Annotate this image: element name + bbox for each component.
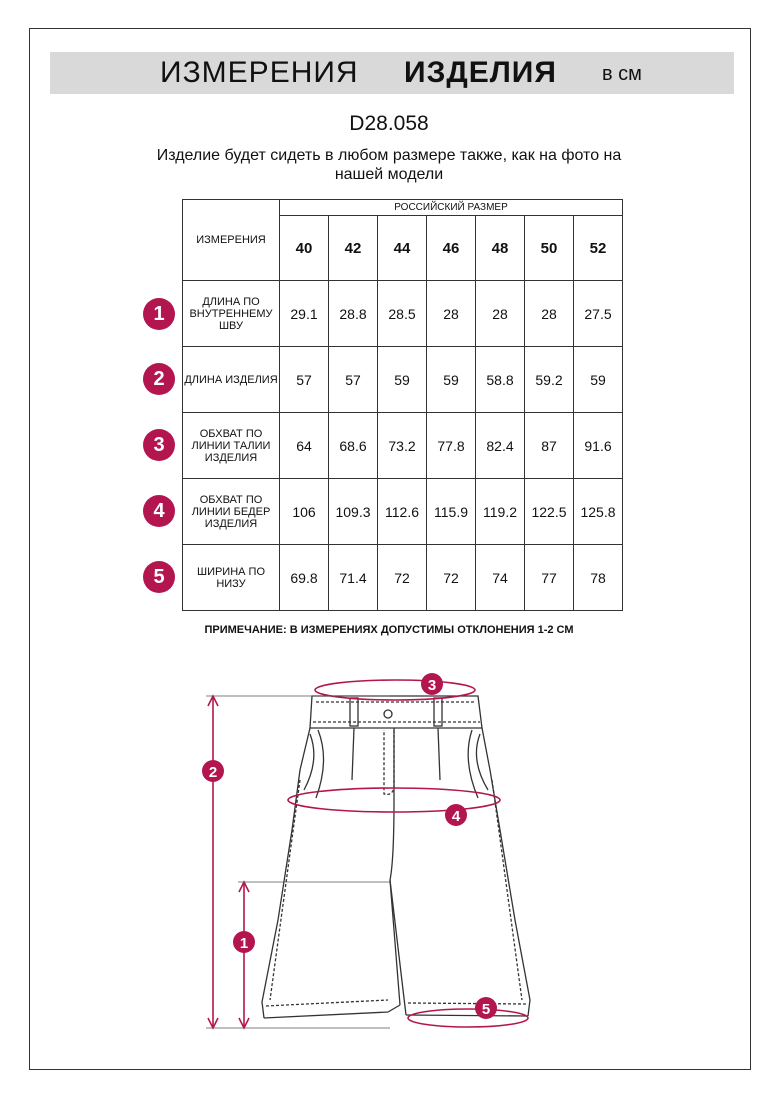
- table-cell: 59: [427, 347, 476, 413]
- row-label-line: ШИРИНА ПО: [196, 565, 266, 578]
- table-cell: 77: [525, 545, 574, 611]
- size-header: 46: [427, 216, 476, 281]
- marker-5: [475, 997, 497, 1019]
- row-label-line: ЛИНИИ БЕДЕР: [191, 505, 271, 518]
- table-cell: 59: [574, 347, 623, 413]
- table-cell: 58.8: [476, 347, 525, 413]
- table-cell: 72: [378, 545, 427, 611]
- table-cell: 91.6: [574, 413, 623, 479]
- size-header: 52: [574, 216, 623, 281]
- row-label-line: ШВУ: [218, 319, 244, 332]
- table-cell: 78: [574, 545, 623, 611]
- table-cell: 106: [280, 479, 329, 545]
- table-cell: 28: [427, 281, 476, 347]
- size-header: 48: [476, 216, 525, 281]
- measurement-table: [182, 199, 623, 611]
- title-banner: [50, 52, 734, 94]
- table-cell: 109.3: [329, 479, 378, 545]
- row-label-line: ОБХВАТ ПО: [199, 493, 263, 506]
- row-label: [183, 479, 280, 545]
- row-label: [183, 545, 280, 611]
- title-measurements: ИЗМЕРЕНИЯ: [160, 56, 359, 89]
- fit-note: [0, 146, 778, 184]
- shorts-outline: [262, 696, 530, 1018]
- row-label: [183, 347, 280, 413]
- row-label: [183, 413, 280, 479]
- marker-1: [233, 931, 255, 953]
- row-number-badge: 2: [143, 363, 175, 395]
- table-cell: 27.5: [574, 281, 623, 347]
- marker-label: 3: [427, 677, 437, 694]
- extension-lines: [206, 696, 390, 1028]
- row-number-badge: 4: [143, 495, 175, 527]
- table-cell: 71.4: [329, 545, 378, 611]
- table-cell: 28: [525, 281, 574, 347]
- table-cell: 28.8: [329, 281, 378, 347]
- table-cell: 125.8: [574, 479, 623, 545]
- row-number-badge: 3: [143, 429, 175, 461]
- size-header: 50: [525, 216, 574, 281]
- row-number-badge: 1: [143, 298, 175, 330]
- table-cell: 69.8: [280, 545, 329, 611]
- size-header: 42: [329, 216, 378, 281]
- row-label: [183, 281, 280, 347]
- measurements-header: ИЗМЕРЕНИЯ: [183, 200, 280, 281]
- table-cell: 87: [525, 413, 574, 479]
- marker-4: [445, 804, 467, 826]
- marker-label: 4: [451, 808, 461, 825]
- table-cell: 112.6: [378, 479, 427, 545]
- table-row: [183, 281, 623, 347]
- table-cell: 77.8: [427, 413, 476, 479]
- table-cell: 68.6: [329, 413, 378, 479]
- table-cell: 73.2: [378, 413, 427, 479]
- measurement-lines: [208, 680, 528, 1028]
- table-cell: 72: [427, 545, 476, 611]
- row-label-line: ВНУТРЕННЕМУ: [189, 307, 273, 320]
- product-code: D28.058: [349, 112, 429, 135]
- fit-note-line: Изделие будет сидеть в любом размере также, как на фото на: [156, 147, 622, 164]
- table-cell: 82.4: [476, 413, 525, 479]
- table-cell: 57: [329, 347, 378, 413]
- marker-3: [421, 673, 443, 695]
- tolerance-note: ПРИМЕЧАНИЕ: В ИЗМЕРЕНИЯХ ДОПУСТИМЫ ОТКЛОНЕНИЯ 1-2 СМ: [204, 624, 574, 636]
- table-cell: 28: [476, 281, 525, 347]
- row-label-line: ДЛИНА ПО: [202, 295, 260, 308]
- size-system-header: РОССИЙСКИЙ РАЗМЕР: [280, 200, 623, 216]
- row-label-line: НИЗУ: [216, 577, 246, 590]
- table-cell: 122.5: [525, 479, 574, 545]
- row-number-badge: 5: [143, 561, 175, 593]
- table-cell: 115.9: [427, 479, 476, 545]
- row-label-line: ИЗДЕЛИЯ: [204, 517, 258, 530]
- title-units: в см: [602, 63, 642, 85]
- table-cell: 57: [280, 347, 329, 413]
- marker-label: 5: [481, 1001, 491, 1018]
- table-cell: 29.1: [280, 281, 329, 347]
- table-cell: 28.5: [378, 281, 427, 347]
- row-label-line: ИЗДЕЛИЯ: [204, 451, 258, 464]
- marker-2: [202, 760, 224, 782]
- shorts-diagram: [0, 660, 778, 1060]
- size-header: 44: [378, 216, 427, 281]
- row-label-line: ОБХВАТ ПО: [199, 427, 263, 440]
- table-row: [183, 413, 623, 479]
- table-row: [183, 479, 623, 545]
- table-cell: 74: [476, 545, 525, 611]
- table-row: [183, 545, 623, 611]
- size-header: 40: [280, 216, 329, 281]
- row-label-line: ЛИНИИ ТАЛИИ: [191, 439, 271, 452]
- title-product: ИЗДЕЛИЯ: [404, 56, 557, 89]
- marker-label: 1: [239, 935, 249, 952]
- table-cell: 119.2: [476, 479, 525, 545]
- marker-label: 2: [208, 764, 218, 781]
- fit-note-line: нашей модели: [334, 166, 444, 183]
- table-cell: 64: [280, 413, 329, 479]
- row-label-line: ДЛИНА ИЗДЕЛИЯ: [184, 373, 278, 386]
- table-row: [183, 347, 623, 413]
- table-cell: 59: [378, 347, 427, 413]
- table-cell: 59.2: [525, 347, 574, 413]
